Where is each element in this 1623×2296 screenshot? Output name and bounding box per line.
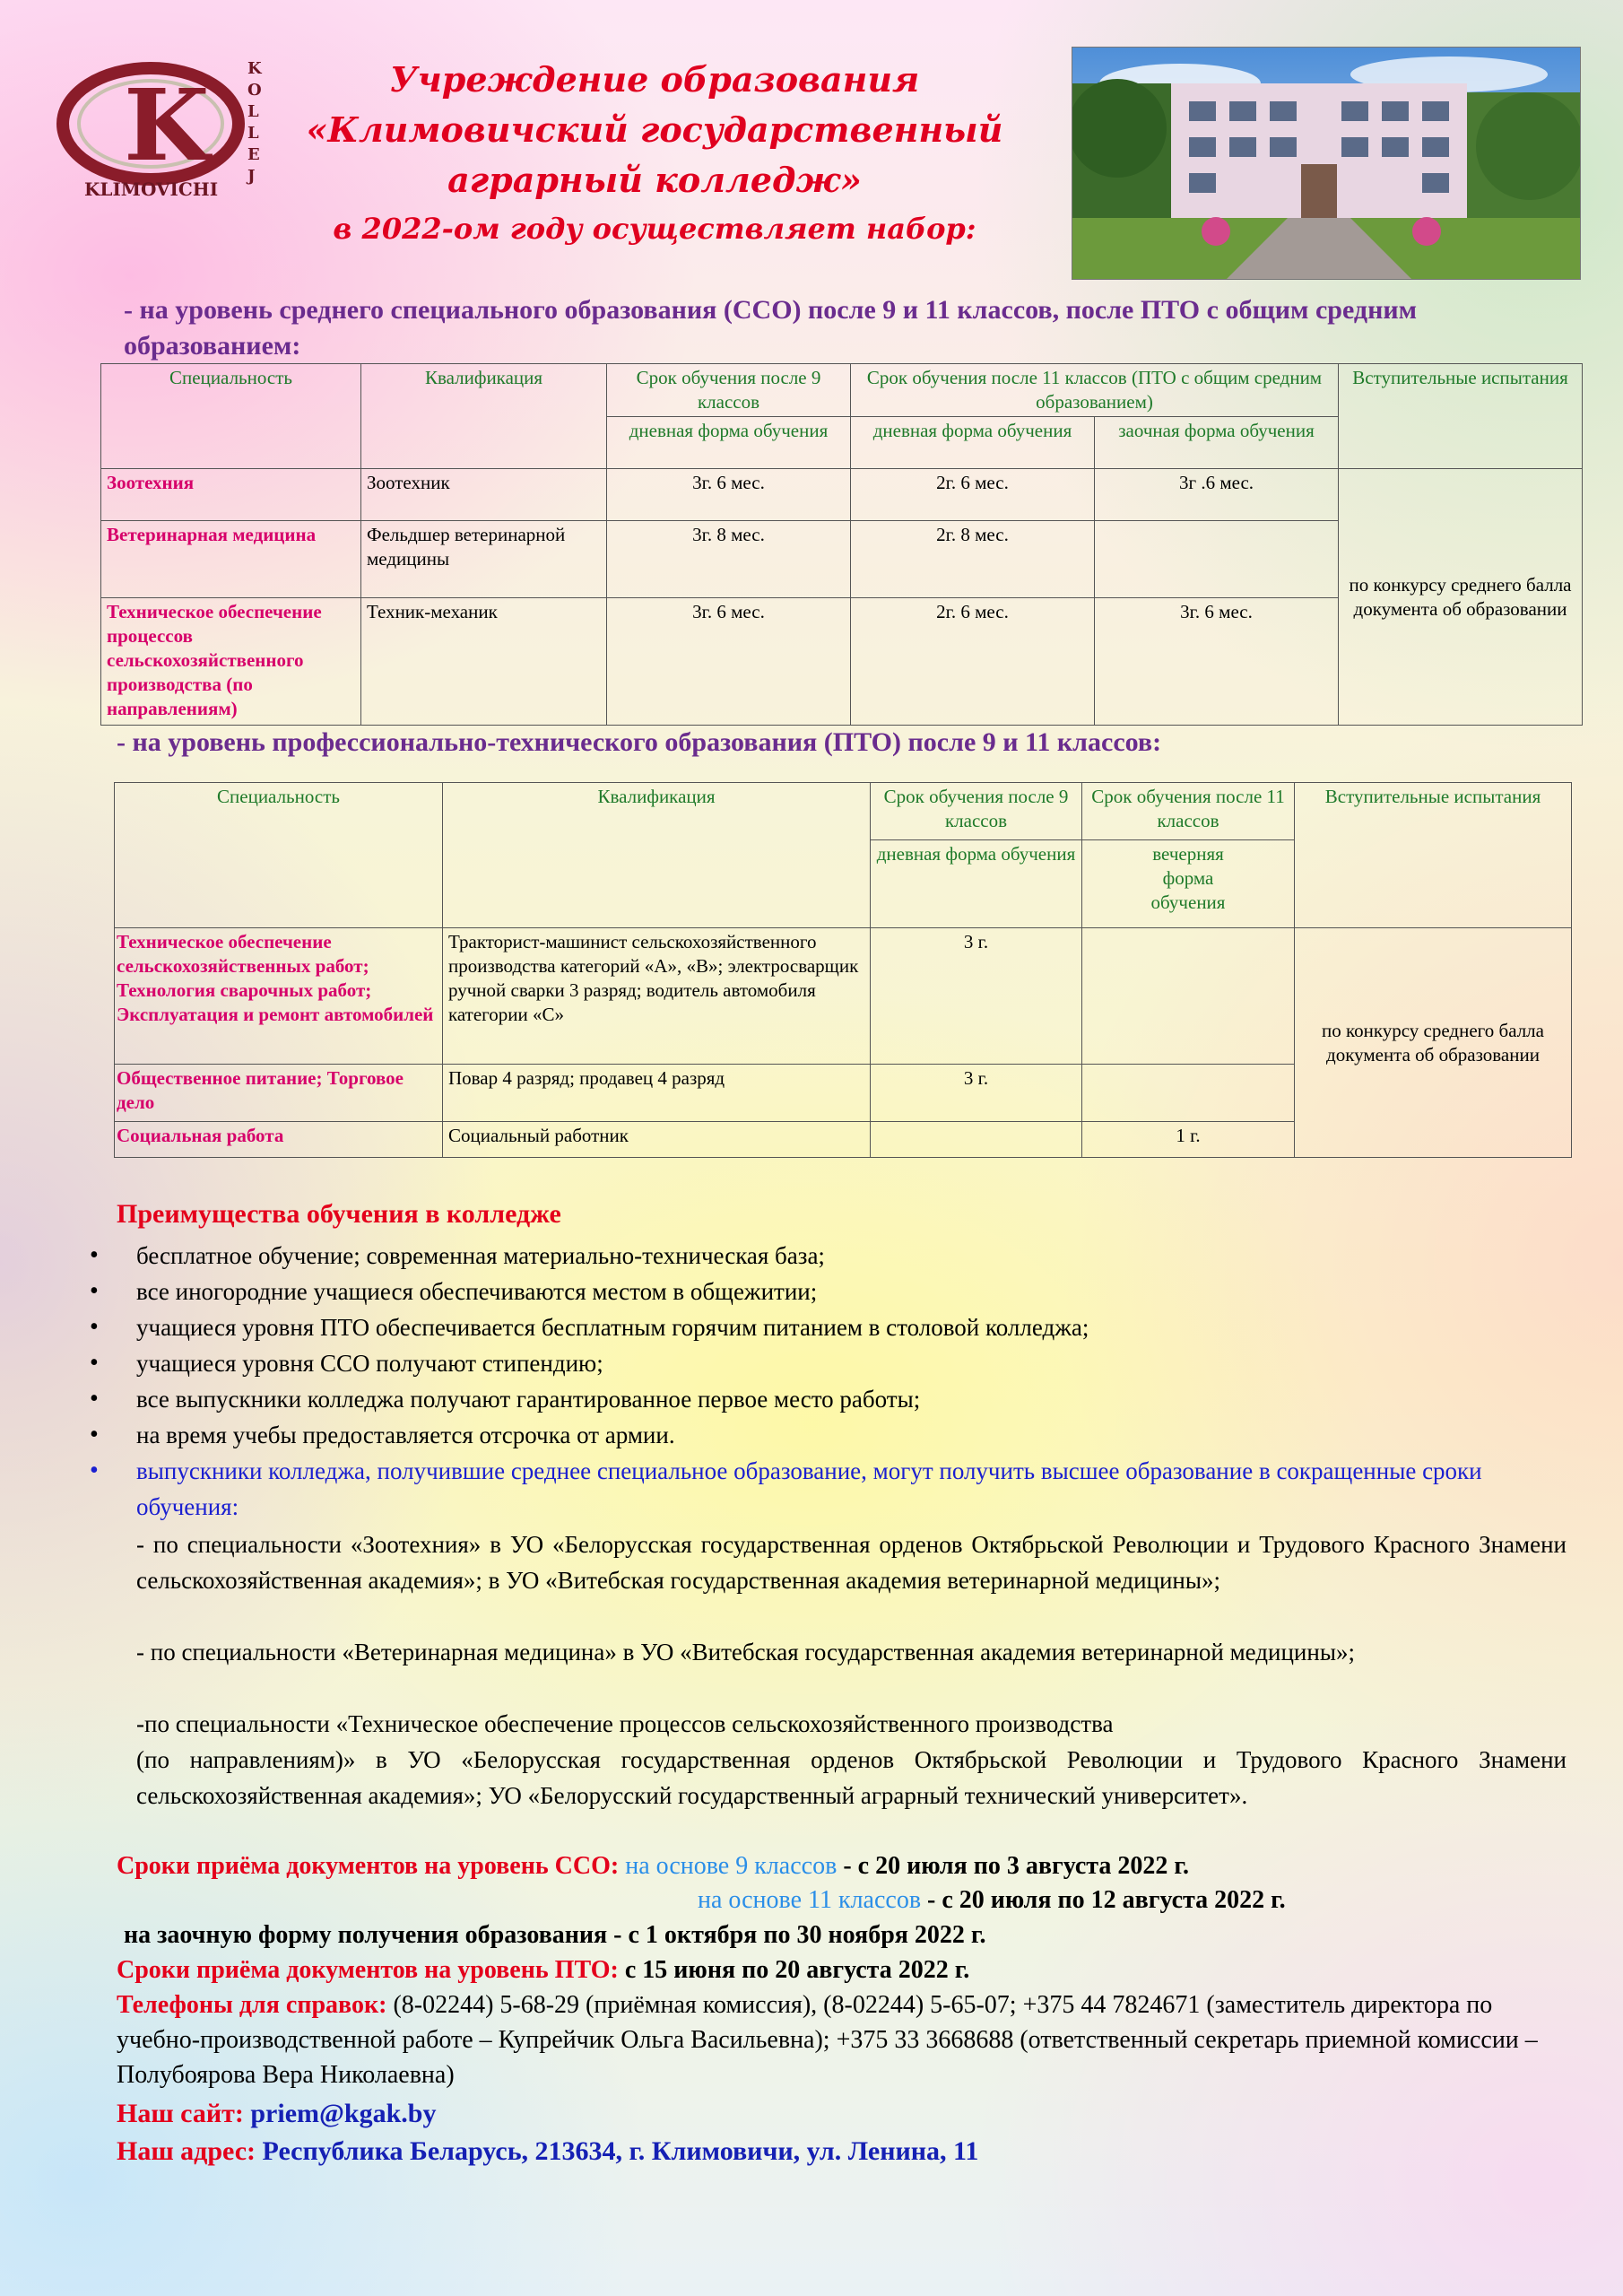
list-item: • учащиеся уровня ССО получают стипендию; (90, 1345, 1569, 1381)
sso-header-specialty: Специальность (101, 364, 361, 469)
pto-deadlines-dates: с 15 июня по 20 августа 2022 г. (618, 1956, 970, 1984)
term-cell: 3г. 6 мес. (607, 598, 851, 726)
term-cell (1095, 521, 1339, 598)
list-item: • учащиеся уровня ПТО обеспечивается бесплатным горячим питанием в столовой колледжа; (90, 1309, 1569, 1345)
sso-header-exams: Вступительные испытания (1339, 364, 1583, 469)
pto-deadlines-line (117, 1953, 969, 1987)
qualification-cell: Тракторист-машинист сельскохозяйственного производства категорий «А», «В»; электросварщик ручной сварки 3 разряд; водитель автомобиля категории «С» (443, 928, 871, 1065)
header-line-3: аграрный колледж» (447, 160, 862, 200)
term-cell (871, 1122, 1082, 1158)
term-cell: 3г. 6 мес. (1095, 598, 1339, 726)
qualification-cell: Повар 4 разряд; продавец 4 разряд (443, 1065, 871, 1122)
header-line-4: в 2022-ом году осуществляет набор: (333, 212, 976, 246)
pto-header-evening: вечерняя форма обучения (1082, 840, 1295, 928)
table-row (115, 928, 1572, 1065)
sso-header-correspondence: заочная форма обучения (1095, 417, 1339, 469)
sso-table (100, 363, 1583, 726)
site-link[interactable]: priem@kgak.by (243, 2099, 437, 2128)
list-item: • на время учебы предоставляется отсрочка от армии. (90, 1417, 1569, 1453)
svg-text:E: E (247, 145, 260, 164)
term-cell: 2г. 6 мес. (851, 469, 1095, 521)
term-cell: 3 г. (871, 1065, 1082, 1122)
pto-header-day: дневная форма обучения (871, 840, 1082, 928)
basis-9-dates: - с 20 июля по 3 августа 2022 г. (837, 1852, 1189, 1880)
specialty-cell: Техническое обеспечение сельскохозяйственных работ; Технология сварочных работ; Эксплуатация и ремонт автомобилей (115, 928, 443, 1065)
specialty-cell: Социальная работа (115, 1122, 443, 1158)
qualification-cell: Техник-механик (361, 598, 607, 726)
college-building-photo (1072, 47, 1581, 280)
term-cell: 3г. 8 мес. (607, 521, 851, 598)
pto-exams-cell: по конкурсу среднего балла документа об образовании (1295, 928, 1572, 1158)
higher-education-technical-b: (по направлениям)» в УО «Белорусская государственная орденов Октябрьской Революции и Трудового Красного Знамени сельскохозяйственная академия»; УО «Белорусский государственный аграрный технический университет». (136, 1746, 1567, 1809)
qualification-cell: Зоотехник (361, 469, 607, 521)
sso-header-day-9: дневная форма обучения (607, 417, 851, 469)
term-cell: 1 г. (1082, 1122, 1295, 1158)
term-cell: 2г. 8 мес. (851, 521, 1095, 598)
sso-deadlines-label: Сроки приёма документов на уровень ССО: (117, 1852, 620, 1880)
pto-deadlines-label: Сроки приёма документов на уровень ПТО: (117, 1956, 619, 1984)
term-cell (1082, 928, 1295, 1065)
sso-exams-cell: по конкурсу среднего балла документа об образовании (1339, 469, 1583, 726)
address-line (117, 2135, 978, 2169)
higher-education-zootechnics: - по специальности «Зоотехния» в УО «Белорусская государственная орденов Октябрьской Революции и Трудового Красного Знамени сельскохозяйственная академия»; в УО «Витебская государственная академия ветеринарной медицины»; (136, 1531, 1567, 1594)
higher-education-technical-a: -по специальности «Техническое обеспечение процессов сельскохозяйственного производства (136, 1710, 1114, 1737)
svg-text:L: L (247, 124, 259, 143)
basis-11-dates: - с 20 июля по 12 августа 2022 г. (921, 1886, 1286, 1914)
site-label: Наш сайт: (117, 2099, 244, 2128)
qualification-cell: Фельдшер ветеринарной медицины (361, 521, 607, 598)
sso-heading: - на уровень среднего специального образования (ССО) после 9 и 11 классов, после ПТО с общим средним образованием: (124, 295, 1418, 361)
specialty-cell: Ветеринарная медицина (101, 521, 361, 598)
pto-header-after9: Срок обучения после 9 классов (871, 783, 1082, 840)
svg-text:J: J (247, 167, 256, 186)
advantages-list (90, 1238, 1569, 1525)
phones-block (117, 1987, 1560, 2092)
svg-text:K: K (247, 59, 262, 78)
specialty-cell: Зоотехния (101, 469, 361, 521)
term-cell: 3г. 6 мес. (607, 469, 851, 521)
sso-header-day-11: дневная форма обучения (851, 417, 1095, 469)
term-cell (1082, 1065, 1295, 1122)
sso-deadlines-11-line (698, 1883, 1286, 1918)
list-item: • все иногородние учащиеся обеспечиваются местом в общежитии; (90, 1274, 1569, 1309)
pto-header-exams: Вступительные испытания (1295, 783, 1572, 928)
basis-9-label: на основе 9 классов (625, 1852, 838, 1880)
svg-text:KLIMOVICHI: KLIMOVICHI (84, 178, 219, 200)
pto-header-specialty: Специальность (115, 783, 443, 928)
sso-header-after11: Срок обучения после 11 классов (ПТО с общим средним образованием) (851, 364, 1339, 417)
term-cell: 2г. 6 мес. (851, 598, 1095, 726)
address-text: Республика Беларусь, 213634, г. Климовичи, ул. Ленина, 11 (256, 2136, 979, 2166)
term-cell: 3г .6 мес. (1095, 469, 1339, 521)
address-label: Наш адрес: (117, 2136, 256, 2166)
svg-text:L: L (247, 102, 259, 121)
higher-education-veterinary: - по специальности «Ветеринарная медицина» в УО «Витебская государственная академия ветеринарной медицины»; (136, 1639, 1355, 1665)
college-logo (52, 54, 276, 206)
header-line-1: Учреждение образования (389, 59, 920, 100)
svg-text:O: O (247, 81, 262, 100)
list-item: • все выпускники колледжа получают гарантированное первое место работы; (90, 1381, 1569, 1417)
qualification-cell: Социальный работник (443, 1122, 871, 1158)
advantages-title: Преимущества обучения в колледже (117, 1199, 561, 1229)
sso-header-after9: Срок обучения после 9 классов (607, 364, 851, 417)
sso-deadlines-line (117, 1849, 1189, 1883)
sso-header-qualification: Квалификация (361, 364, 607, 469)
term-cell: 3 г. (871, 928, 1082, 1065)
specialty-cell: Техническое обеспечение процессов сельскохозяйственного производства (по направлениям) (101, 598, 361, 726)
header-line-2: «Климовичский государственный (306, 109, 1003, 150)
pto-table (114, 782, 1572, 1158)
pto-header-qualification: Квалификация (443, 783, 871, 928)
pto-header-after11: Срок обучения после 11 классов (1082, 783, 1295, 840)
table-row (101, 469, 1583, 521)
list-item: • выпускники колледжа, получившие среднее специальное образование, могут получить высшее образование в сокращенные сроки обучения: (90, 1453, 1569, 1525)
phones-text: (8-02244) 5-68-29 (приёмная комиссия), (8-02244) 5-65-07; +375 44 7824671 (заместитель директора по учебно-производственной работе – Купрейчик Ольга Васильевна); +375 33 3668688 (ответственный секретарь приемной комиссии – Полубоярова Вера Николаевна) (117, 1991, 1538, 2089)
svg-text:K: K (124, 67, 210, 183)
basis-11-label: на основе 11 классов (698, 1886, 922, 1914)
specialty-cell: Общественное питание; Торговое дело (115, 1065, 443, 1122)
correspondence-deadline: на заочную форму получения образования - с 1 октября по 30 ноября 2022 г. (124, 1921, 986, 1949)
pto-heading: - на уровень профессионально-технического образования (ПТО) после 9 и 11 классов: (117, 727, 1162, 757)
site-line (117, 2097, 436, 2131)
phones-label: Телефоны для справок: (117, 1991, 387, 2019)
list-item: • бесплатное обучение; современная материально-техническая база; (90, 1238, 1569, 1274)
